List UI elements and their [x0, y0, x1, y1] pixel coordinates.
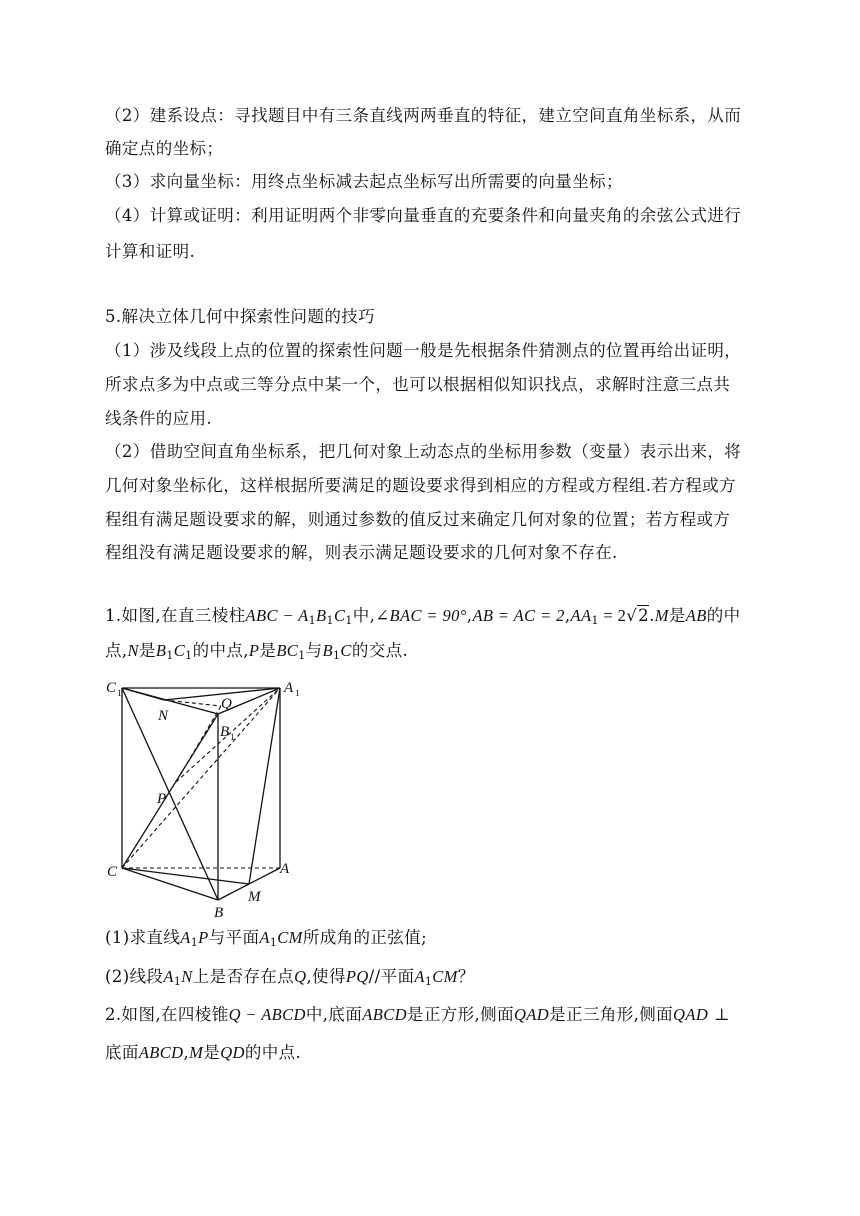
- problem-2-line-1: 2.如图,在四棱锥Q − ABCD中,底面ABCD是正方形,侧面QAD是正三角形,侧面QAD ⊥: [105, 1005, 730, 1024]
- edge-cb: [122, 868, 218, 900]
- label-p: P: [157, 791, 167, 807]
- label-b: B: [214, 905, 224, 920]
- problem-1-sub-2: (2)线段$A_1N$上是否存在点Q,使得PQ//平面$A_1CM$？: [105, 967, 475, 988]
- svg-text:1: 1: [295, 688, 300, 698]
- svg-text:1: 1: [230, 732, 235, 742]
- section-5-p1-line-3: 线条件的应用.: [105, 409, 213, 428]
- label-c1: C: [106, 680, 117, 696]
- section-5-p1-line-1: （1）涉及线段上点的位置的探索性问题一般是先根据条件猜测点的位置再给出证明，: [105, 341, 742, 360]
- label-b1: B: [220, 724, 230, 740]
- problem-1-line-1: 1.如图,在直三棱柱ABC − $A_1B_1C_1$中,∠BAC = 90°,AB = AC = $2,AA_1 = 2√2.M$是AB的中: [105, 606, 741, 627]
- paragraph-4-line-2: 计算和证明.: [105, 242, 196, 261]
- section-5-p2-line-3: 程组有满足题设要求的解，则通过参数的值反过来确定几何对象的位置；若方程或方: [105, 510, 731, 529]
- label-a: A: [280, 861, 290, 877]
- label-q: Q: [221, 696, 232, 712]
- section-5-p2-line-1: （2）借助空间直角坐标系，把几何对象上动态点的坐标用参数（变量）表示出来，将: [105, 442, 742, 461]
- edge-cm: [122, 868, 249, 884]
- section-5-p2-line-4: 程组没有满足题设要求的解，则表示满足题设要求的几何对象不存在.: [105, 543, 618, 562]
- edge-a1m: [249, 688, 280, 884]
- section-5-p1-line-2: 所求点多为中点或三等分点中某一个，也可以根据相似知识找点，求解时注意三点共: [105, 375, 731, 394]
- label-c: C: [107, 864, 118, 880]
- section-5-p2-line-2: 几何对象坐标化，这样根据所要满足的题设要求得到相应的方程或方程组.若方程或方: [105, 476, 736, 495]
- edge-c1a1-upper: [122, 688, 164, 700]
- paragraph-3: （3）求向量坐标：用终点坐标减去起点坐标写出所需要的向量坐标；: [105, 172, 623, 191]
- prism-figure: [100, 678, 310, 920]
- section-5-title: 5.解决立体几何中探索性问题的技巧: [105, 307, 376, 326]
- label-n: N: [158, 708, 169, 724]
- svg-text:1: 1: [117, 688, 122, 698]
- paragraph-2-line-1: （2）建系设点：寻找题目中有三条直线两两垂直的特征，建立空间直角坐标系，从而: [105, 106, 742, 125]
- edge-nq: [164, 700, 221, 706]
- problem-2-line-2: 底面ABCD,M是QD的中点.: [105, 1043, 302, 1062]
- edge-cb1: [122, 714, 218, 868]
- label-m: M: [248, 889, 261, 905]
- label-a1: A: [284, 680, 294, 696]
- paragraph-4-line-1: （4）计算或证明：利用证明两个非零向量垂直的充要条件和向量夹角的余弦公式进行: [105, 206, 742, 225]
- problem-1-line-2: 点,N是$B_1C_1$的中点,P是$BC_1$与$B_1C$的交点.: [105, 641, 409, 662]
- problem-1-sub-1: (1)求直线$A_1P$与平面$A_1CM$所成角的正弦值;: [105, 928, 428, 949]
- paragraph-2-line-2: 确定点的坐标；: [105, 139, 224, 158]
